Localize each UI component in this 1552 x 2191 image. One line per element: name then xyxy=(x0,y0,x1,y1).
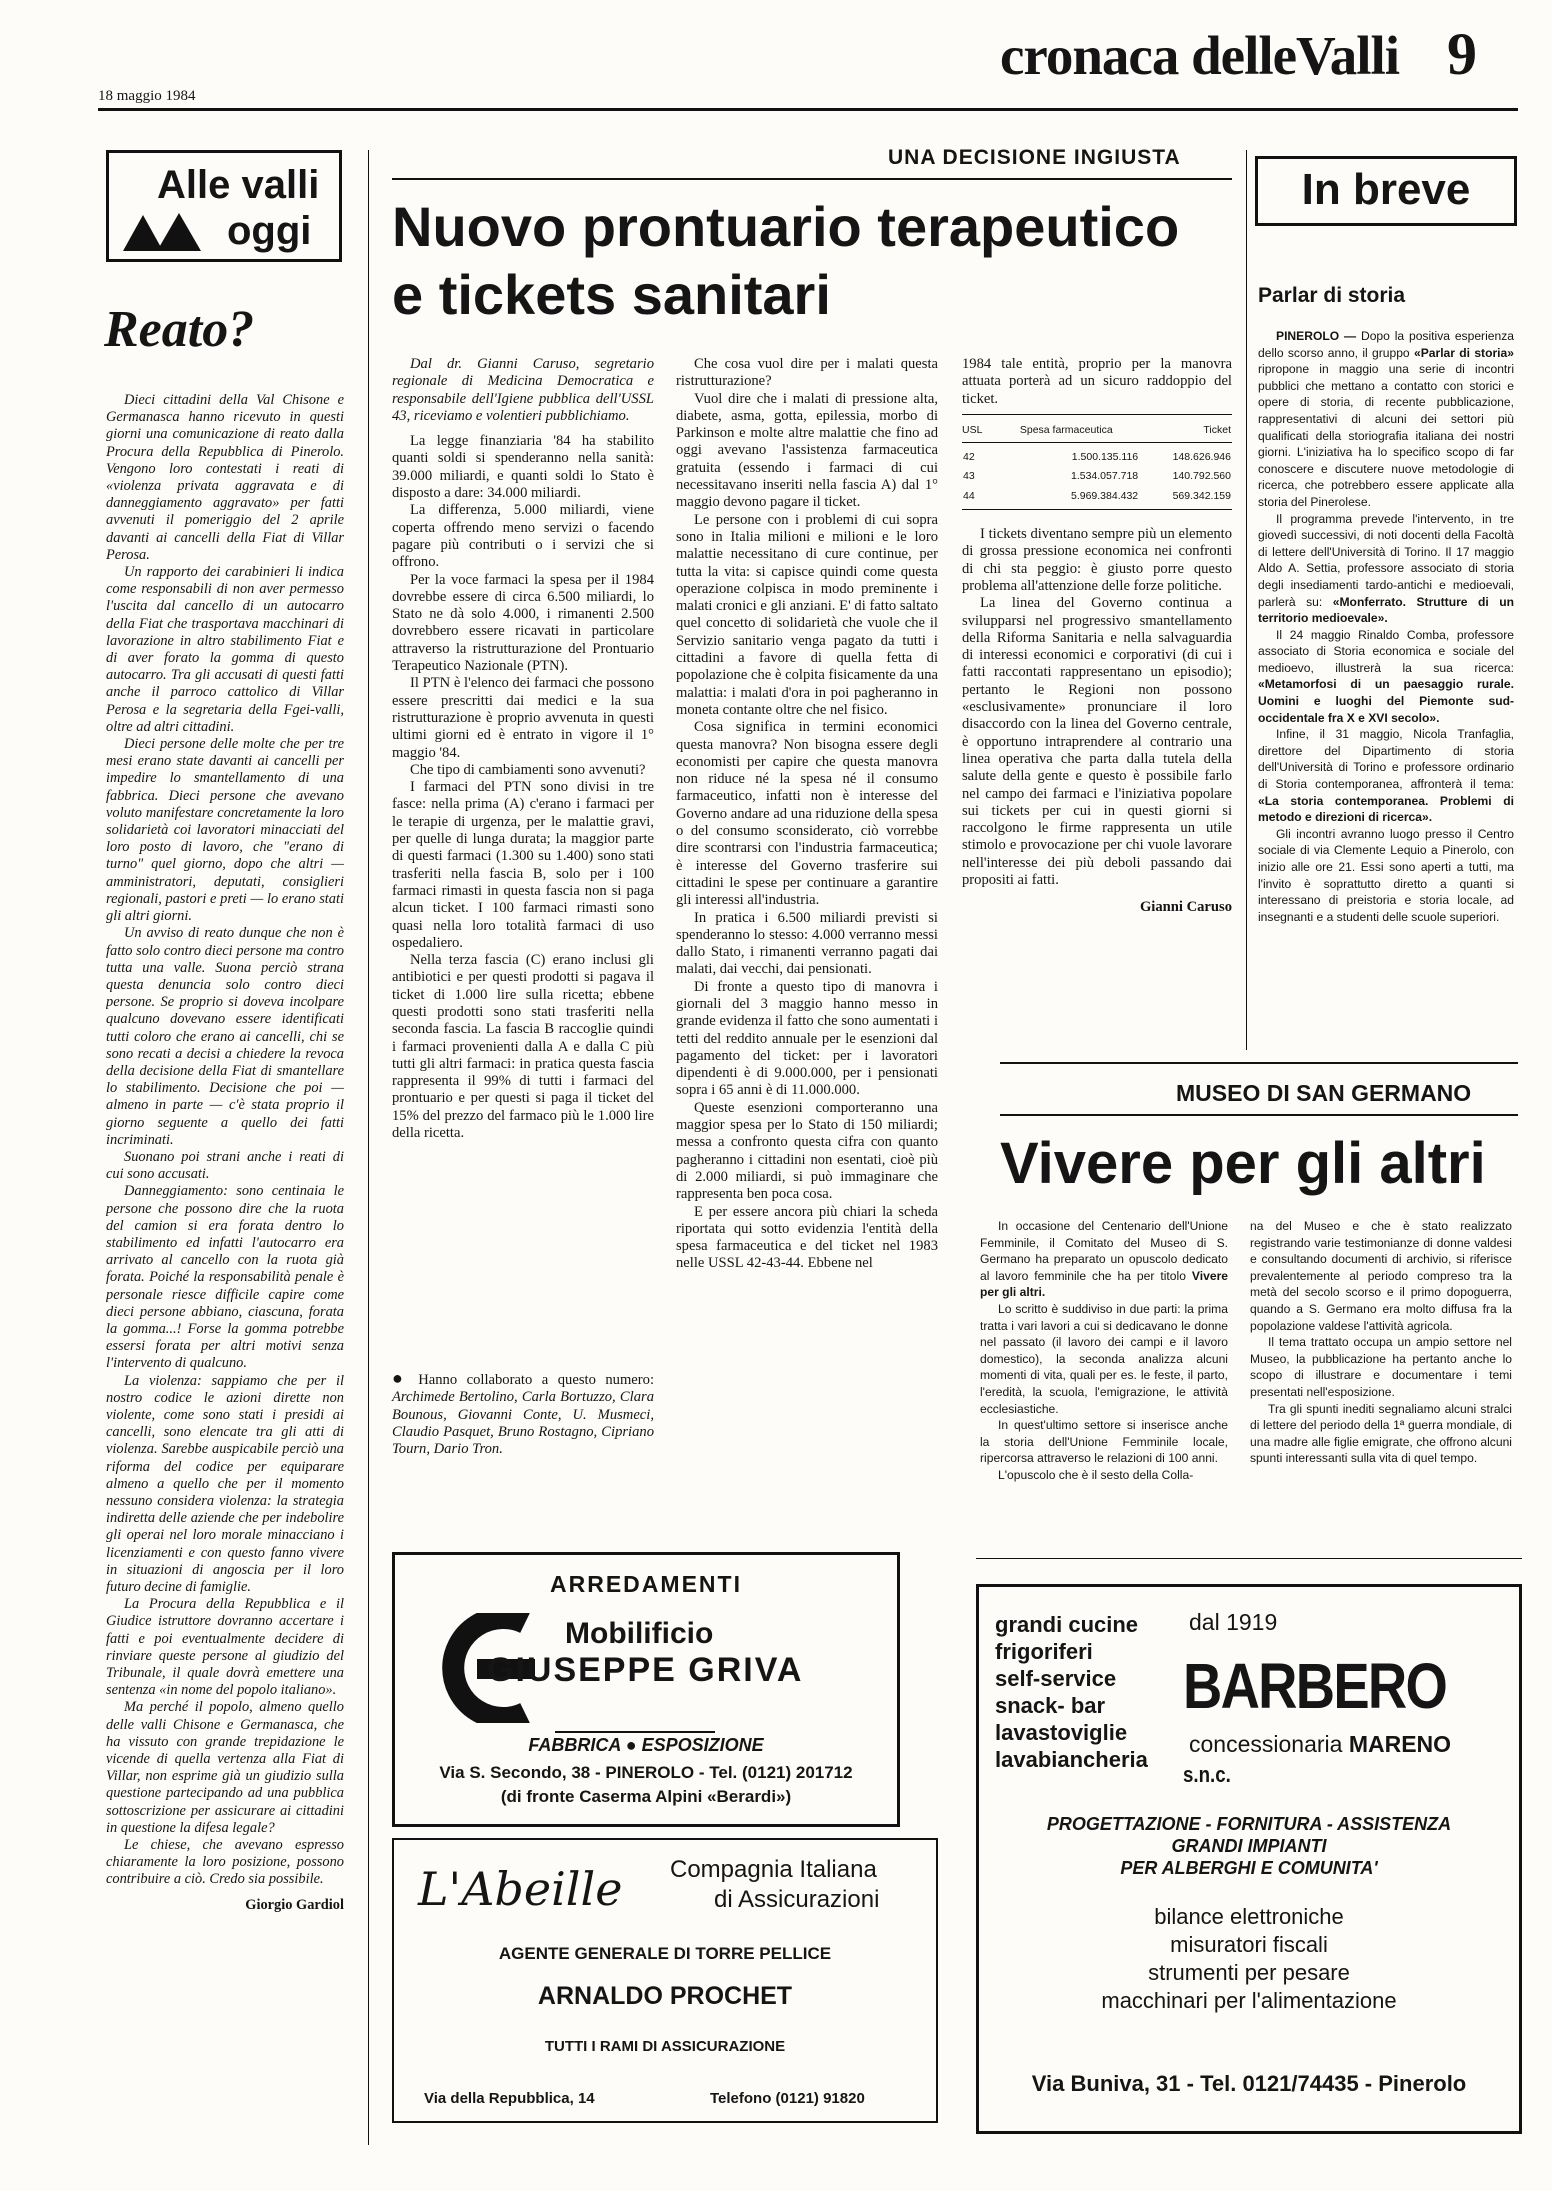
museo-paragraph: In quest'ultimo settore si inserisce anche la storia dell'Unione Femminile locale, ripercorsa attraverso le relazioni di 100 anni. xyxy=(980,1418,1228,1466)
main-paragraph: Che cosa vuol dire per i malati questa ristrutturazione? xyxy=(676,356,938,390)
table-cell: 44 xyxy=(963,489,975,502)
ad-barbero xyxy=(976,1584,1522,2134)
alle-valli-box xyxy=(106,150,342,262)
page-number: 9 xyxy=(1447,21,1477,87)
main-signature: Gianni Caruso xyxy=(1139,899,1232,916)
left-paragraph: Dieci persone delle molte che per tre mesi erano state davanti ai cancelli per impedire lo smantellamento di una fabbrica. Dieci persone che avevano voluto manifestare concretamente la loro solidarietà coi lavoratori minacciati del loro posto di lavoro, che "erano di turno" quel giorno, dopo che altri — amministratori, deputati, consiglieri regionali, pastori e preti — lo erano stati gli altri giorni. xyxy=(106,736,344,925)
oggi-label: oggi xyxy=(227,209,312,253)
left-paragraph: Danneggiamento: sono centinaia le persone che possono dire che la ruota del camion si era forata dentro lo stabilimento ed infatti l'autocarro era arrivato al cancello con la ruota già forata. Poiché la responsabilità penale è personale riesce difficile capire come dieci persone abbiano, ciascuna, forata la gomma...! Forse la gomma potrebbe essersi forata per altri motivi senza l'intervento di qualcuno. xyxy=(106,1183,344,1372)
table-row xyxy=(962,487,1232,510)
page-date: 18 maggio 1984 xyxy=(98,88,196,104)
main-paragraph: Vuol dire che i malati di pressione alta, diabete, asma, gotta, epilessia, morbo di Parkinson e molte altre malattie che fino ad oggi avevano l'assistenza farmaceutica gratuita (essendo i farmaci di cui necessitavano inseriti nella fascia A) dal 1° maggio devono pagare il ticket. xyxy=(676,390,938,511)
main-kicker: UNA DECISIONE INGIUSTA xyxy=(888,146,1181,169)
left-paragraph: La violenza: sappiamo che per il nostro codice le azioni dirette non violente, come sono stati i presidi ai cancelli, sono elencate tra gli atti di violenza. Sarebbe auspicabile perciò una riforma del codice per equiparare almeno a quello che per il momento nessuno considera violenza: la strategia indiretta delle aziende che per indebolire gli operai nel loro morale minacciano i licenziamenti e con questo fanno vivere in situazioni di angoscia per il loro futuro decine di famiglie. xyxy=(106,1372,344,1596)
left-paragraph: Dieci cittadini della Val Chisone e Germanasca hanno ricevuto in questi giorni una comunicazione di reato dalla Procura della Repubblica di Pinerolo. Vengono loro contestati i reati di «violenza privata aggravata e di danneggiamento aggravato» per fatti avvenuti il pomeriggio del 2 aprile davanti ai cancelli della Fiat di Villar Perosa. xyxy=(106,392,344,563)
ad-abeille-phone: Telefono (0121) 91820 xyxy=(710,2090,865,2107)
ad-mobilificio-address: Via S. Secondo, 38 - PINEROLO - Tel. (0121) 201712 xyxy=(439,1763,853,1782)
right-paragraph: Infine, il 31 maggio, Nicola Tranfaglia, direttore del Dipartimento di storia dell'Università di Torino e professore ordinario di Storia contemporanea, affronterà il tema: «La storia contemporanea. Problemi di metodo e direzioni di ricerca». xyxy=(1258,727,1514,825)
bullet-icon: ● xyxy=(392,1368,409,1388)
main-paragraph: La legge finanziaria '84 ha stabilito quanti soldi si spenderanno nella sanità: 39.000 miliardi, e quanti soldi lo Stato è disposto a dare: 34.000 miliardi. xyxy=(392,433,654,502)
table-header: Spesa farmaceutica xyxy=(1019,423,1113,436)
table-cell: 42 xyxy=(963,451,975,464)
right-paragraph: Gli incontri avranno luogo presso il Centro sociale di via Clemente Lequio a Pinerolo, con inizio alle ore 21. Essi sono aperti a tutti, ma l'invito è soprattutto diretto a quanti si interessano di preistoria e storia locale, ad insegnanti e a studenti delle scuole superiori. xyxy=(1258,826,1514,924)
table-cell: 148.626.946 xyxy=(1172,451,1231,464)
main-paragraph: I tickets diventano sempre più un elemento di grossa pressione economica nei confronti di chi sta peggio: è giusto porre questo problema all'attenzione delle forze politiche. xyxy=(962,526,1232,594)
ad-barbero-brand: BARBERO s.n.c. xyxy=(1183,1650,1447,1787)
in-breve-box: In breve xyxy=(1255,156,1517,226)
museo-headline: Vivere per gli altri xyxy=(1000,1131,1486,1196)
right-paragraph: Il 24 maggio Rinaldo Comba, professore associato di Storia economica e sociale del medioevo, illustrerà la sua ricerca: «Metamorfosi di un paesaggio rurale. Uomini e luoghi del Piemonte sud-occidentale fra X e XVI secolo». xyxy=(1258,627,1514,725)
ad-mobilificio-rule xyxy=(555,1731,715,1733)
main-paragraph: Il PTN è l'elenco dei farmaci che possono essere prescritti dai medici e la sua ristrutturazione è proprio avvenuta in questi ultimi giorni ed è entrato in vigore il 1° maggio '84. xyxy=(392,675,654,761)
table-row xyxy=(962,467,1232,486)
table-cell: 1.534.057.718 xyxy=(1070,470,1139,483)
main-paragraph: La differenza, 5.000 miliardi, viene coperta offrendo meno servizi o facendo pagare più contributi o i servizi che si offrono. xyxy=(392,502,654,571)
museo-paragraph: na del Museo e che è stato realizzato registrando varie testimonianze di donne valdesi e consultando documenti di archivio, si riferisce prevalentemente al periodo compreso tra la metà del secolo scorso e il primo dopoguerra, quando a S. Germano era molto diffusa fra la popolazione valdese l'attività agricola. xyxy=(1250,1219,1512,1333)
museo-kicker-rule xyxy=(1000,1114,1518,1116)
ad-mobilificio xyxy=(392,1552,900,1827)
main-paragraph: I farmaci del PTN sono divisi in tre fasce: nella prima (A) c'erano i farmaci per le terapie di urgenza, per le malattie gravi, per quelle di lunga durata; la maggior parte di questi farmaci (1.300 su 1.400) sono stati trasferiti nella fascia B, solo per i 100 farmaci rimasti in questa fascia non si paga alcun ticket. I 100 farmaci rimasti sono quasi nella loro totalità farmaci di uso ospedaliero. xyxy=(392,779,654,951)
ticket-table xyxy=(962,419,1232,510)
main-kicker-rule xyxy=(392,178,1232,180)
left-paragraph: La Procura della Repubblica e il Giudice istruttore dovranno accertare i fatti e poi eventualmente decidere di rinviare queste persone al giudizio del Tribunale, il quale dovrà emettere una sentenza «in nome del popolo italiano». xyxy=(106,1596,344,1699)
museo-top-rule xyxy=(1000,1062,1518,1064)
ad-barbero-scales: bilance elettroniche misuratori fiscali strumenti per pesare macchinari per l'alimentazione xyxy=(1101,1904,1397,2013)
table-header: Ticket xyxy=(1203,423,1231,436)
ad-mobilificio-name2: GIUSEPPE GRIVA xyxy=(487,1651,804,1689)
left-paragraph: Suonano poi strani anche i reati di cui sono accusati. xyxy=(106,1148,344,1183)
ad-abeille-agent: AGENTE GENERALE DI TORRE PELLICE xyxy=(498,1944,832,1963)
ad-abeille-company: Compagnia Italiana xyxy=(670,1856,877,1883)
museo-paragraph: Il tema trattato occupa un ampio settore nel Museo, la pubblicazione ha pertanto anche lo scopo di illustrare e documentare i temi presentati nell'esposizione. xyxy=(1250,1335,1512,1399)
table-header: USL xyxy=(962,423,983,436)
museo-bottom-rule xyxy=(976,1558,1522,1559)
main-column-3 xyxy=(962,356,1232,1036)
left-column-divider xyxy=(368,150,369,2145)
main-paragraph: Di fronte a questo tipo di manovra i giornali del 3 maggio hanno messo in grande evidenza il fatto che sono aumentati i tetti del reddito annuale per le esenzioni dal pagamento del ticket: per i lavoratori dipendenti è di 9.000.000, per i pensionati sopra i 65 anni è di 11.000.000. xyxy=(676,978,938,1099)
ad-barbero-since: dal 1919 xyxy=(1189,1609,1278,1635)
table-header-row xyxy=(962,419,1232,443)
table-cell: 569.342.159 xyxy=(1172,489,1231,502)
ad-abeille-street: Via della Repubblica, 14 xyxy=(424,2090,595,2107)
museo-paragraph: In occasione del Centenario dell'Unione Femminile, il Comitato del Museo di S. Germano ha preparato un opuscolo dedicato al lavoro femminile che ha per titolo Vivere per gli altri. xyxy=(980,1219,1228,1300)
main-paragraph: E per essere ancora più chiari la scheda riportata qui sotto evidenzia l'entità della spesa farmaceutica e del ticket nel 1983 nelle USSL 42-43-44. Ebbene nel xyxy=(676,1203,938,1272)
main-column-1 xyxy=(392,356,654,1346)
main-paragraph: Cosa significa in termini economici questa manovra? Non bisogna essere degli economisti per capire che questa manovra non riduce né la spesa né il consumo farmaceutico, infatti non è interesse del Governo andare ad una riduzione della spesa o del consumo sconsiderato, ciò vorrebbe dire scontrarsi con l'industria farmaceutica; è interesse del Governo trasferire sui cittadini le spese per continuare a garantire gli interessi all'industria. xyxy=(676,719,938,909)
museo-paragraph: Tra gli spunti inediti segnaliamo alcuni stralci di lettere del periodo della 1ª guerra mondiale, di una madre alle figlie emigrate, che offrono alcuni spunti interessanti sulla vita di quel tempo. xyxy=(1250,1401,1512,1466)
left-paragraph: Ma perché il popolo, almeno quello delle valli Chisone e Germanasca, che ha vissuto con grande trepidazione le vicende di quella vertenza alla Fiat di Villar, non esprime già un giudizio sulla questione partecipando ad una pubblica sottoscrizione per assicurare ai cittadini in questione la difesa legale? xyxy=(106,1699,344,1836)
ad-barbero-services: PROGETTAZIONE - FORNITURA - ASSISTENZA GRANDI IMPIANTI PER ALBERGHI E COMUNITA' xyxy=(1046,1814,1452,1878)
abeille-logo: L'Abeille xyxy=(418,1862,623,1916)
main-paragraph: Nella terza fascia (C) erano inclusi gli antibiotici e per questi prodotti si pagava il ticket di 1.000 lire sulla ricetta; ebbene questi prodotti sono stati trasferiti nella seconda fascia. La fascia B raccoglie quindi i farmaci provenienti dalla A e dalla C più tutti gli altri farmaci: in pratica questa fascia rappresenta il 99% di tutti i farmaci del prontuario e per questi si paga il ticket del 15% del prezzo del farmaco più le 1.000 lire della ricetta. xyxy=(392,952,654,1142)
collaborators-names: Archimede Bertolino, Carla Bortuzzo, Clara Bounous, Giovanni Conte, U. Musmeci, Claudio Pasquet, Bruno Rostagno, Cipriano Tourn, Dario Tron. xyxy=(392,1389,654,1458)
museo-paragraph: Lo scritto è suddiviso in due parti: la prima tratta i vari lavori a cui si dedicavano le donne nel passato (il lavoro dei campi e il lavoro domestico), la seconda analizza alcuni momenti di vita, quali per es. le feste, il parto, l'eredità, la scuola, l'emigrazione, le attività ecclesiastiche. xyxy=(980,1301,1228,1416)
ad-abeille-branches: TUTTI I RAMI DI ASSICURAZIONE xyxy=(544,2038,786,2055)
museo-column-2 xyxy=(1250,1218,1512,1548)
main-headline-line2: e tickets sanitari xyxy=(392,263,831,326)
alle-valli-label: Alle valli xyxy=(157,163,320,207)
right-paragraph: PINEROLO — Dopo la positiva esperienza dello scorso anno, il gruppo «Parlar di storia» ripropone in maggio una serie di incontri pubblici che mettano a contatto con storici e opere di storia, di recente pubblicazione, rappresentativi di alcuni dei settori più qualificati della storiografia italiana dei nostri giorni. L'iniziativa ha lo specifico scopo di far conoscere e discutere nuove metodologie di ricerca, che potrebbero essere applicate alla storia del Pinerolese. xyxy=(1258,329,1514,509)
table-cell: 5.969.384.432 xyxy=(1070,489,1139,502)
main-headline-line1: Nuovo prontuario terapeutico xyxy=(392,195,1180,258)
left-headline: Reato? xyxy=(104,301,255,358)
main-paragraph: In pratica i 6.500 miliardi previsti si spenderanno lo stesso: 4.000 verranno messi dallo Stato, i rimanenti verranno pagati dai malati, dai vecchi, dai pensionati. xyxy=(676,909,938,978)
right-headline: Parlar di storia xyxy=(1258,284,1406,307)
left-paragraph: Un avviso di reato dunque che non è fatto solo contro dieci persone ma contro tutta una valle. Suona perciò strana questa denuncia solo contro dieci persone. Se proprio si doveva incolpare qualcuno dovevano essere identificati tutti coloro che erano ai cancelli, chi se sono recati a decisi a chiedere la revoca della decisione della Fiat di smantellare lo stabilimento. Decisione che poi — almeno in parte — c'è stata proprio il giorno seguente a quello dei fatti incriminati. xyxy=(106,925,344,1148)
left-signature: Giorgio Gardiol xyxy=(245,1896,344,1913)
ad-mobilificio-header: ARREDAMENTI xyxy=(550,1571,742,1597)
right-place: PINEROLO — xyxy=(1276,329,1357,343)
table-cell: 140.792.560 xyxy=(1172,470,1231,483)
museo-column-1 xyxy=(980,1218,1228,1548)
table-top-rule xyxy=(962,414,1232,415)
main-paragraph: La linea del Governo continua a svilupparsi nel progressivo smantellamento della Riforma Sanitaria e nella salvaguardia di interessi economici e corporativi (di cui i fatti raccontati rappresentano un episodio); pertanto le Regioni non possono «esclusivamente» pronunciare il loro disaccordo con la linea del Governo centrale, è opportuno intraprendere al contrario una linea operativa che parta dalla tutela della salute della gente e questo è possibile farlo nel campo dei farmaci e l'iniziativa popolare sui tickets per cui in questi giorni si raccolgono le firme rappresenta un utile stimolo e provocazione per chi vuole lavorare nell'interesse dei più deboli passando dai propositi ai fatti. xyxy=(962,595,1232,889)
ad-barbero-dealer: concessionaria MARENO xyxy=(1189,1731,1452,1757)
main-paragraph: Che tipo di cambiamenti sono avvenuti? xyxy=(410,761,646,778)
ad-mobilificio-name1: Mobilificio xyxy=(565,1617,714,1650)
ad-mobilificio-line: FABBRICA ● ESPOSIZIONE xyxy=(528,1735,764,1755)
section-title: cronaca delleValli xyxy=(1000,25,1400,86)
main-paragraph: Per la voce farmaci la spesa per il 1984 dovrebbe essere di circa 6.500 miliardi, lo Stato ne dà solo 4.000, i rimanenti 2.500 dovrebbero essere ricavati in particolare attraverso la ristrutturazione del Prontuario Terapeutico Nazionale (PTN). xyxy=(392,571,654,675)
museo-paragraph: L'opuscolo che è il sesto della Colla- xyxy=(998,1467,1194,1482)
main-paragraph: Queste esenzioni comporteranno una maggior spesa per lo Stato di 150 miliardi; messa a confronto questa cifra con quanto pagheranno i cittadini non esentati, cioè più di 2.000 miliardi, si può immaginare che rappresenta ben poca cosa. xyxy=(676,1099,938,1203)
right-paragraph: Il programma prevede l'intervento, in tre giovedì successivi, di noti docenti della Facoltà di lettere dell'Università di Torino. Il 17 maggio Aldo A. Settia, professore associato di storia degli insediamenti tardo-antichi e medioevali, parlerà su: «Monferrato. Strutture di un territorio medioevale». xyxy=(1258,511,1514,626)
table-row xyxy=(962,443,1232,468)
left-paragraph: Un rapporto dei carabinieri li indica come responsabili di non aver permesso l'uscita dal cancello di un autocarro della Fiat che trasportava macchinari di lavorazione in altro stabilimento Fiat e di aver forato la gomma di questo autocarro. Tra gli accusati di questi fatti anche il parroco cattolico di Villar Perosa e la segretaria della Fgei-valli, oltre ad altri cittadini. xyxy=(106,564,344,735)
main-column-2 xyxy=(676,356,938,1546)
right-column-divider xyxy=(1246,150,1247,1050)
main-paragraph: 1984 tale entità, proprio per la manovra attuata porterà ad un sicuro raddoppio del ticket. xyxy=(962,356,1232,407)
left-paragraph: Le chiese, che avevano espresso chiaramente la loro posizione, possono contribuire a ciò. Credo sia possibile. xyxy=(106,1837,344,1888)
table-cell: 1.500.135.116 xyxy=(1071,451,1139,464)
ad-abeille-company2: di Assicurazioni xyxy=(714,1886,880,1913)
ad-abeille xyxy=(392,1838,938,2123)
table-cell: 43 xyxy=(963,470,975,483)
main-intro: Dal dr. Gianni Caruso, segretario regionale di Medicina Democratica e responsabile dell'Igiene pubblica dell'USSL 43, riceviamo e volentieri pubblichiamo. xyxy=(392,356,654,424)
ad-abeille-name: ARNALDO PROCHET xyxy=(537,1982,793,2010)
collaborators-box xyxy=(392,1370,654,1550)
collaborators-lead: Hanno collaborato a questo numero: xyxy=(418,1372,654,1388)
museo-kicker: MUSEO DI SAN GERMANO xyxy=(1176,1080,1472,1106)
ad-mobilificio-note: (di fronte Caserma Alpini «Berardi») xyxy=(500,1787,792,1806)
bullet-icon: ● xyxy=(625,1735,637,1755)
main-paragraph: Le persone con i problemi di cui sopra sono in Italia milioni e milioni e le loro malattie necessitano di cure continue, per tutta la vita: si capisce quindi come questa operazione colpisca in modo preminente i malati cronici e gli anziani. E' di fatto saltato quel concetto di solidarietà che vuole che il Servizio sanitario venga pagato da tutti i cittadini a favore di quella fetta di popolazione che è colpita fisicamente da una malattia: i malati d'ora in poi pagheranno in moneta contante oltre che nel fisico. xyxy=(676,511,938,718)
mountains-icon xyxy=(123,211,201,251)
masthead-rule xyxy=(98,108,1518,111)
ad-barbero-address: Via Buniva, 31 - Tel. 0121/74435 - Pinerolo xyxy=(1031,2071,1467,2096)
left-article xyxy=(106,392,344,2172)
in-breve-article xyxy=(1258,328,1514,1048)
ad-barbero-products: grandi cucine frigoriferi self-service snack- bar lavastoviglie lavabiancheria xyxy=(995,1612,1148,1772)
